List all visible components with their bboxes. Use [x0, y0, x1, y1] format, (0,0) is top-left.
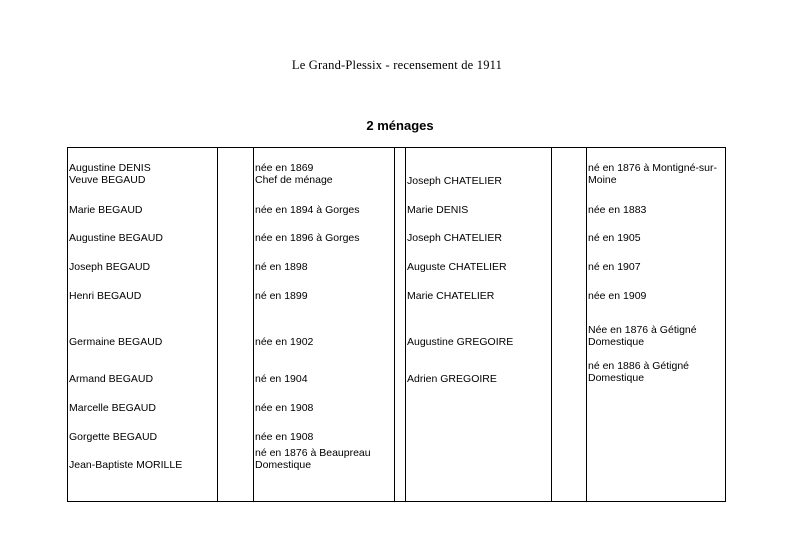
h1-person-info: née en 1896 à Gorges [255, 232, 360, 244]
h2-person-name: Augustine GREGOIRE [407, 336, 514, 348]
h1-person-name: Jean-Baptiste MORILLE [69, 459, 183, 471]
column-divider [405, 147, 406, 502]
column-divider [394, 147, 395, 502]
column-divider [253, 147, 254, 502]
h2-person-info: né en 1886 à Gétigné Domestique [588, 360, 690, 384]
h1-person-name: Germaine BEGAUD [69, 336, 163, 348]
h2-person-name: Marie CHATELIER [407, 290, 495, 302]
h2-person-name: Auguste CHATELIER [407, 261, 507, 273]
h2-person-info: née en 1909 [588, 290, 647, 302]
h1-person-name: Augustine DENIS Veuve BEGAUD [69, 162, 151, 186]
h1-person-info: né en 1898 [255, 261, 308, 273]
column-divider [551, 147, 552, 502]
h1-person-info: née en 1908 [255, 402, 314, 414]
document-title: Le Grand-Plessix - recensement de 1911 [291, 58, 503, 72]
h2-person-info: née en 1883 [588, 204, 647, 216]
h1-person-name: Augustine BEGAUD [69, 232, 163, 244]
h1-person-info: née en 1902 [255, 336, 314, 348]
h1-person-info: née en 1908 [255, 431, 314, 443]
h1-person-name: Armand BEGAUD [69, 373, 154, 385]
h2-person-name: Marie DENIS [407, 204, 469, 216]
h2-person-info: né en 1905 [588, 232, 641, 244]
h1-person-name: Marie BEGAUD [69, 204, 143, 216]
h1-person-info: née en 1869 Chef de ménage [255, 162, 333, 186]
h2-person-name: Joseph CHATELIER [407, 175, 502, 187]
h1-person-info: né en 1876 à Beaupreau Domestique [255, 447, 371, 471]
h1-person-name: Marcelle BEGAUD [69, 402, 156, 414]
h1-person-name: Henri BEGAUD [69, 290, 142, 302]
h1-person-info: né en 1904 [255, 373, 308, 385]
h1-person-info: né en 1899 [255, 290, 308, 302]
h1-person-name: Gorgette BEGAUD [69, 431, 158, 443]
h2-person-name: Joseph CHATELIER [407, 232, 502, 244]
h2-person-info: Née en 1876 à Gétigné Domestique [588, 324, 697, 348]
h2-person-info: né en 1907 [588, 261, 641, 273]
column-divider [217, 147, 218, 502]
h1-person-info: née en 1894 à Gorges [255, 204, 360, 216]
document-subtitle: 2 ménages [366, 118, 434, 133]
h2-person-name: Adrien GREGOIRE [407, 373, 497, 385]
h1-person-name: Joseph BEGAUD [69, 261, 151, 273]
column-divider [586, 147, 587, 502]
h2-person-info: né en 1876 à Montigné-sur- Moine [588, 162, 717, 186]
